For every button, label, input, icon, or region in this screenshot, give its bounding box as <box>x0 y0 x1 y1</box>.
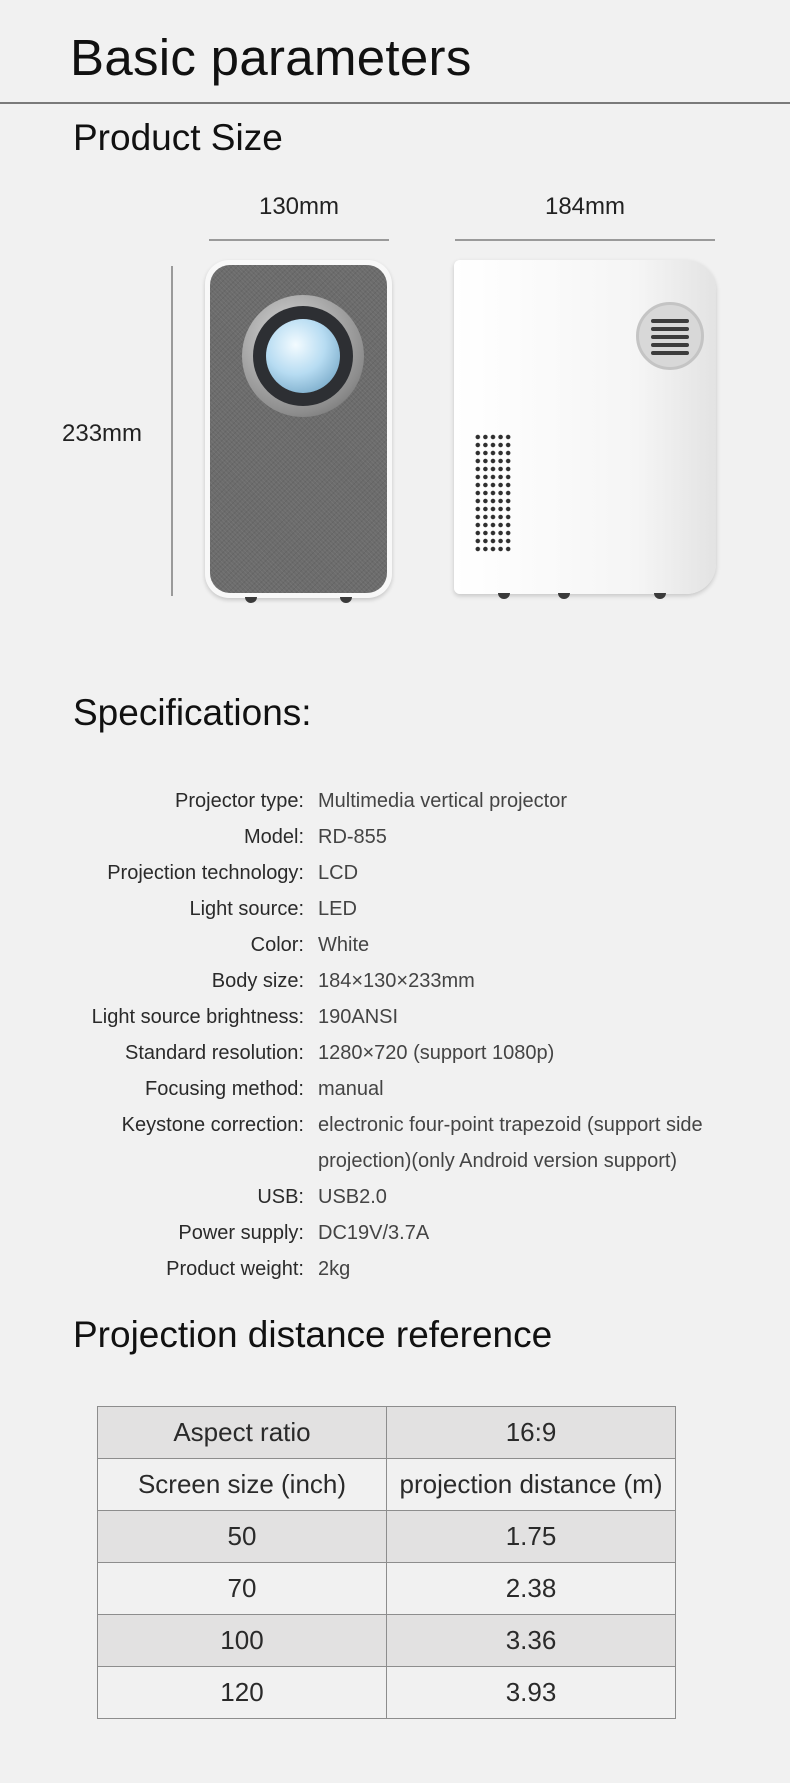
spec-row <box>0 1179 790 1215</box>
spec-row <box>0 927 790 963</box>
spec-value: LCD <box>318 862 359 884</box>
spec-row <box>0 999 790 1035</box>
spec-value: 1280×720 (support 1080p) <box>318 1042 555 1064</box>
spec-value: DC19V/3.7A <box>318 1222 430 1244</box>
product-size-title: Product Size <box>73 117 283 158</box>
title-divider <box>0 102 790 104</box>
table-row <box>98 1563 676 1615</box>
table-cell: 2.38 <box>387 1563 676 1615</box>
spec-value: 190ANSI <box>318 1006 399 1028</box>
spec-label: Body size: <box>211 970 304 992</box>
depth-dimension-line <box>455 239 715 241</box>
spec-label: Projector type: <box>175 790 304 812</box>
spec-label: USB: <box>257 1186 304 1208</box>
spec-label: Projection technology: <box>107 862 304 884</box>
spec-label: Model: <box>243 826 304 848</box>
table-row <box>98 1511 676 1563</box>
specifications-title: Specifications: <box>73 692 312 733</box>
table-cell: 1.75 <box>387 1511 676 1563</box>
spec-row <box>0 1071 790 1107</box>
spec-value: White <box>318 934 370 956</box>
table-cell: projection distance (m) <box>387 1459 676 1511</box>
spec-value: RD-855 <box>318 826 387 848</box>
spec-value: 2kg <box>318 1258 351 1280</box>
spec-value: LED <box>318 898 357 920</box>
spec-value: manual <box>318 1078 384 1100</box>
speaker-grille-icon <box>474 433 512 553</box>
spec-row <box>0 1107 790 1179</box>
spec-label: Focusing method: <box>145 1078 304 1100</box>
foot-icon <box>245 597 257 603</box>
spec-label: Color: <box>250 934 304 956</box>
spec-label: Product weight: <box>166 1258 304 1280</box>
spec-row <box>0 963 790 999</box>
depth-dimension-label: 184mm <box>544 193 626 220</box>
foot-icon <box>498 593 510 599</box>
table-cell: Screen size (inch) <box>98 1459 387 1511</box>
spec-row <box>0 819 790 855</box>
table-cell: 120 <box>98 1667 387 1719</box>
lens-icon <box>242 295 364 417</box>
table-cell: Aspect ratio <box>98 1407 387 1459</box>
spec-label: Light source brightness: <box>91 1006 304 1028</box>
page-title: Basic parameters <box>70 29 472 86</box>
projector-side-view <box>454 260 716 594</box>
table-cell: 100 <box>98 1615 387 1667</box>
spec-label: Light source: <box>189 898 304 920</box>
table-cell: 3.36 <box>387 1615 676 1667</box>
spec-row <box>0 783 790 819</box>
table-cell: 16:9 <box>387 1407 676 1459</box>
spec-row <box>0 1215 790 1251</box>
spec-value: USB2.0 <box>318 1186 387 1208</box>
projector-front-view <box>205 260 392 598</box>
spec-value: 184×130×233mm <box>318 970 475 992</box>
foot-icon <box>558 593 570 599</box>
fabric-panel <box>210 265 387 593</box>
table-cell: 70 <box>98 1563 387 1615</box>
spec-label: Power supply: <box>178 1222 304 1244</box>
table-row <box>98 1615 676 1667</box>
table-cell: 50 <box>98 1511 387 1563</box>
spec-label: Standard resolution: <box>124 1042 304 1064</box>
spec-row <box>0 1251 790 1287</box>
projection-distance-title: Projection distance reference <box>73 1314 553 1355</box>
spec-row <box>0 1035 790 1071</box>
height-dimension-line <box>171 266 173 596</box>
table-cell: 3.93 <box>387 1667 676 1719</box>
table-row <box>98 1667 676 1719</box>
spec-value: Multimedia vertical projector <box>318 790 567 812</box>
table-row <box>98 1407 676 1459</box>
table-row <box>98 1459 676 1511</box>
spec-row <box>0 855 790 891</box>
spec-value: electronic four-point trapezoid (support side projection)(only Android version support) <box>318 1114 703 1172</box>
projection-distance-table <box>97 1406 676 1719</box>
foot-icon <box>654 593 666 599</box>
width-dimension-line <box>209 239 389 241</box>
spec-row <box>0 891 790 927</box>
spec-label: Keystone correction: <box>121 1114 304 1136</box>
width-dimension-label: 130mm <box>258 193 340 220</box>
height-dimension-label: 233mm <box>62 420 143 447</box>
fan-vent-icon <box>636 302 704 370</box>
foot-icon <box>340 597 352 603</box>
